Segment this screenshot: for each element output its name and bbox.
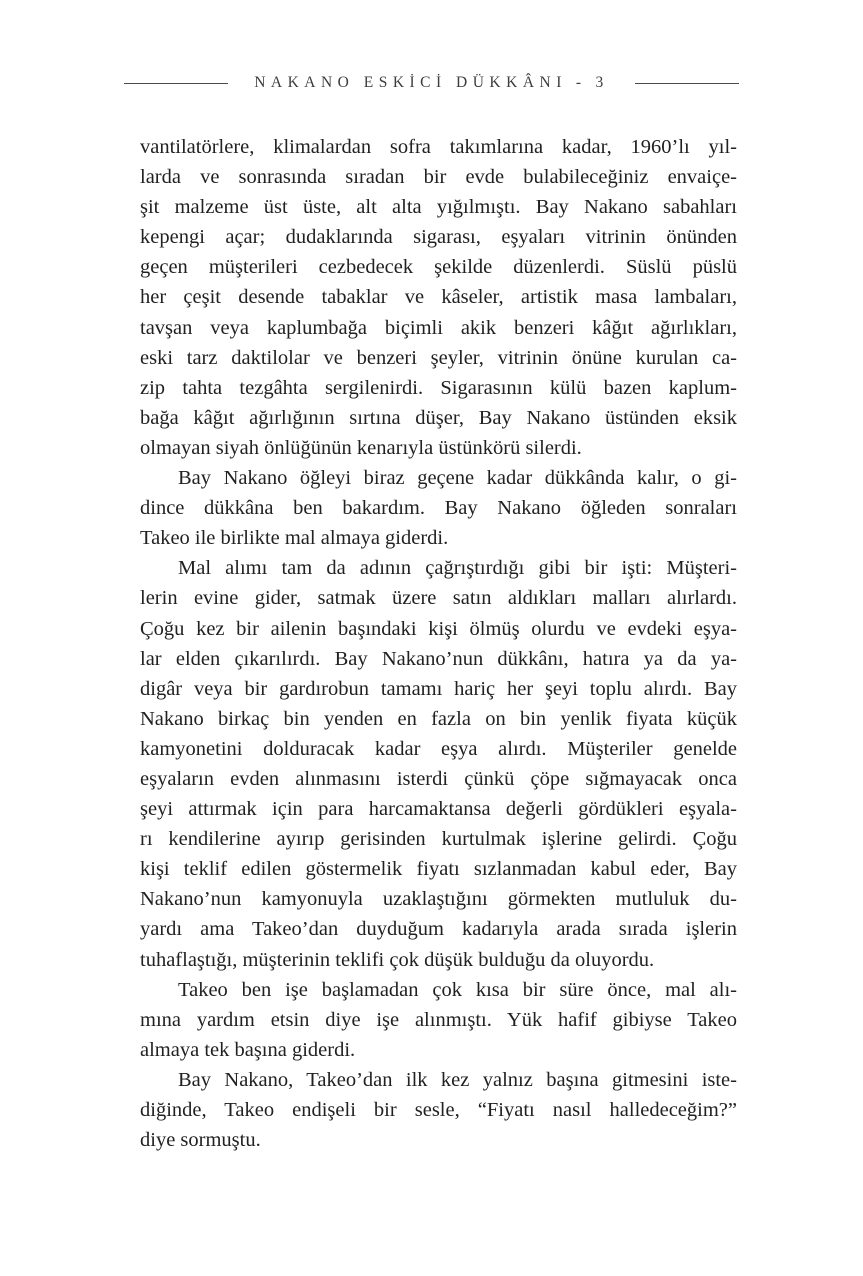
paragraph — [140, 132, 737, 463]
text-line: kamyonetini dolduracak kadar eşya alırdı. Müşteriler genelde — [140, 737, 737, 760]
text-line: almaya tek başına giderdi. — [140, 1038, 356, 1061]
text-line: lerin evine gider, satmak üzere satın aldıkları malları alırlardı. — [140, 587, 737, 610]
text-line: tuhaflaştığı, müşterinin teklifi çok düşük bulduğu da oluyordu. — [140, 948, 655, 971]
running-head-title: NAKANO ESKİCİ DÜKKÂNI — [254, 74, 567, 91]
text-line: larda ve sonrasında sıradan bir evde bulabileceğiniz envaiçe- — [140, 166, 737, 189]
text-line: olmayan siyah önlüğünün kenarıyla üstünkörü silerdi. — [140, 436, 582, 459]
text-line: eşyaların evden alınmasını isterdi çünkü çöpe sığmayacak onca — [140, 767, 737, 790]
running-head-separator: - — [575, 74, 587, 91]
header-rule-left — [124, 83, 228, 84]
text-line: yardı ama Takeo’dan duyduğum kadarıyla arada sırada işlerin — [140, 918, 737, 941]
text-line: mına yardım etsin diye işe alınmıştı. Yük hafif gibiyse Takeo — [140, 1008, 737, 1031]
text-line: zip tahta tezgâhta sergilenirdi. Sigarasının külü bazen kaplum- — [140, 376, 737, 399]
text-line: dince dükkâna ben bakardım. Bay Nakano öğleden sonraları — [140, 497, 737, 520]
text-line: bağa kâğıt ağırlığının sırtına düşer, Bay Nakano üstünden eksik — [140, 406, 737, 429]
text-line: eski tarz daktilolar ve benzeri şeyler, vitrinin önüne kurulan ca- — [140, 346, 737, 369]
running-head — [254, 74, 609, 92]
text-line: her çeşit desende tabaklar ve kâseler, artistik masa lambaları, — [140, 286, 737, 309]
text-line: Nakano birkaç bin yenden en fazla on bin yenlik fiyata küçük — [140, 707, 737, 730]
page-number: 3 — [595, 74, 609, 91]
text-line: Çoğu kez bir ailenin başındaki kişi ölmüş olurdu ve evdeki eşya- — [140, 617, 737, 640]
header-rule-right — [635, 83, 739, 84]
text-line: kepengi açar; dudaklarında sigarası, eşyaları vitrinin önünden — [140, 226, 737, 249]
page-header — [0, 74, 863, 92]
text-line: digâr veya bir gardırobun tamamı hariç her şeyi toplu alırdı. Bay — [140, 677, 737, 700]
text-line: Mal alımı tam da adının çağrıştırdığı gibi bir işti: Müşteri- — [178, 557, 737, 580]
text-line: geçen müşterileri cezbedecek şekilde düzenlerdi. Süslü püslü — [140, 256, 737, 279]
paragraph — [140, 1065, 737, 1155]
text-line: Bay Nakano öğleyi biraz geçene kadar dükkânda kalır, o gi- — [178, 467, 737, 490]
text-line: Bay Nakano, Takeo’dan ilk kez yalnız başına gitmesini iste- — [178, 1068, 737, 1091]
text-line: vantilatörlere, klimalardan sofra takımlarına kadar, 1960’lı yıl- — [140, 136, 737, 158]
text-line: şeyi attırmak için para harcamaktansa değerli gördükleri eşyala- — [140, 798, 737, 821]
text-line: tavşan veya kaplumbağa biçimli akik benzeri kâğıt ağırlıkları, — [140, 316, 737, 339]
text-line: Nakano’nun kamyonuyla uzaklaştığını görmekten mutluluk du- — [140, 888, 737, 911]
text-line: diye sormuştu. — [140, 1129, 261, 1152]
paragraph — [140, 975, 737, 1065]
text-line: kişi teklif edilen göstermelik fiyatı sızlanmadan kabul eder, Bay — [140, 858, 737, 881]
text-line: diğinde, Takeo endişeli bir sesle, “Fiyatı nasıl halledeceğim?” — [140, 1099, 737, 1121]
paragraph — [140, 553, 737, 974]
paragraph — [140, 463, 737, 553]
text-line: rı kendilerine ayırıp gerisinden kurtulmak işlerine gelirdi. Çoğu — [140, 828, 737, 851]
text-line: Takeo ben işe başlamadan çok kısa bir süre önce, mal alı- — [178, 978, 737, 1001]
text-line: şit malzeme üst üste, alt alta yığılmıştı. Bay Nakano sabahları — [140, 196, 737, 219]
page-body — [140, 132, 737, 1155]
text-line: Takeo ile birlikte mal almaya giderdi. — [140, 527, 449, 550]
text-line: lar elden çıkarılırdı. Bay Nakano’nun dükkânı, hatıra ya da ya- — [140, 647, 737, 670]
